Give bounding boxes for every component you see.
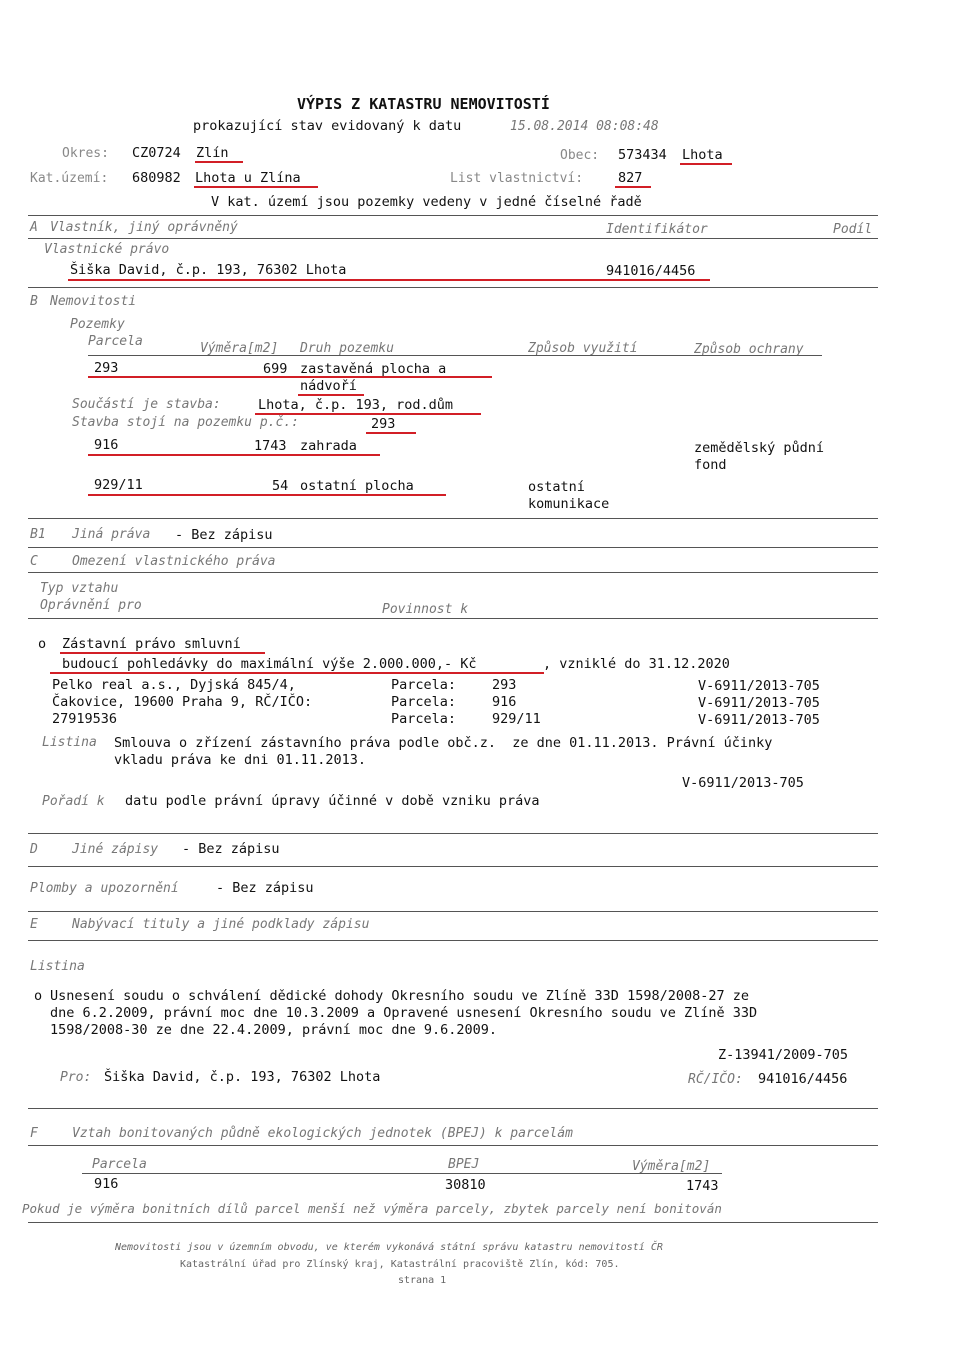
section-c-letter: C [30, 554, 38, 569]
row2-type: zahrada [300, 438, 357, 454]
subtitle: prokazující stav evidovaný k datu [193, 118, 462, 134]
col-protect: Způsob ochrany [694, 342, 804, 357]
list-value: 827 [618, 170, 643, 186]
parcel-label: Parcela: [391, 711, 457, 727]
stands-label: Stavba stojí na pozemku p.č.: [72, 415, 299, 430]
section-e-letter: E [30, 917, 38, 932]
e-listina-label: Listina [30, 959, 85, 974]
row3-parcel: 929/11 [94, 477, 143, 493]
lien-ref: V-6911/2013-705 [698, 678, 820, 694]
obec-label: Obec: [560, 148, 600, 163]
section-f-letter: F [30, 1126, 38, 1141]
order-note: V kat. území jsou pozemky vedeny v jedné číselné řadě [211, 194, 642, 210]
list-label: List vlastnictví: [450, 171, 584, 186]
plomby-value: - Bez zápisu [216, 880, 314, 896]
katuzemi-code: 680982 [132, 170, 181, 186]
pro-label: Pro: [60, 1070, 92, 1085]
row3-use: ostatní [528, 479, 585, 495]
rc-label: RČ/IČO: [688, 1072, 743, 1087]
okres-name: Zlín [196, 145, 229, 161]
lien-ref: V-6911/2013-705 [698, 712, 820, 728]
f-note: Pokud je výměra bonitních dílů parcel menší než výměra parcely, zbytek parcely není bonitován [22, 1201, 722, 1216]
lien-ref: V-6911/2013-705 [698, 695, 820, 711]
row2-parcel: 916 [94, 437, 119, 453]
e-text1: Usnesení soudu o schválení dědické dohody Okresního soudu ve Zlíně 33D 1598/2008-27 ze [50, 988, 749, 1004]
e-bullet: o [34, 988, 43, 1004]
row3-type: ostatní plocha [300, 478, 414, 494]
col-type: Druh pozemku [300, 341, 394, 356]
katuzemi-name: Lhota u Zlína [195, 170, 301, 186]
e-ref: Z-13941/2009-705 [718, 1047, 849, 1063]
part-value: Lhota, č.p. 193, rod.dům [258, 397, 454, 413]
extract-date: 15.08.2014 08:08:48 [510, 119, 659, 134]
row2-protect-cont: fond [694, 457, 727, 473]
share-label: Podíl [833, 222, 873, 237]
row3-area: 54 [272, 478, 289, 494]
f-parcel: 916 [94, 1176, 119, 1192]
page-title: VÝPIS Z KATASTRU NEMOVITOSTÍ [297, 95, 550, 113]
col-area: Výměra[m2] [200, 341, 279, 356]
part-label: Součástí je stavba: [72, 397, 221, 412]
rc-value: 941016/4456 [758, 1071, 848, 1087]
f-bpej: 30810 [445, 1177, 486, 1193]
creditor-line2: Čakovice, 19600 Praha 9, RČ/IČO: [52, 694, 313, 710]
f-col-area: Výměra[m2] [632, 1159, 711, 1174]
parcel-label: Parcela: [391, 694, 457, 710]
lien-detail: budoucí pohledávky do maximální výše 2.000.000,- Kč [62, 656, 477, 672]
listina-ref: V-6911/2013-705 [682, 775, 804, 791]
lien-parcel: 929/11 [492, 711, 541, 727]
page-number: strana 1 [398, 1275, 447, 1286]
e-text3: 1598/2008-30 ze dne 22.4.2009, právní moc dne 9.6.2009. [50, 1022, 498, 1038]
section-a-letter: A [30, 220, 38, 235]
section-b-letter: B [30, 294, 38, 309]
obec-name: Lhota [682, 147, 723, 163]
plomby-title: Plomby a upozornění [30, 881, 179, 896]
lien-detail-rest: , vzniklé do 31.12.2020 [543, 656, 730, 672]
section-d-title: Jiné zápisy [72, 842, 159, 857]
poradi-text: datu podle právní úpravy účinné v době vzniku práva [125, 793, 540, 809]
lien-parcel: 916 [492, 694, 517, 710]
listina-text: Smlouva o zřízení zástavního práva podle obč.z. ze dne 01.11.2013. Právní účinky [114, 735, 773, 751]
row1-type: zastavěná plocha a [300, 361, 447, 377]
f-col-bpej: BPEJ [448, 1157, 480, 1172]
katuzemi-label: Kat.území: [30, 171, 109, 186]
footer-line1: Nemovitosti jsou v územním obvodu, ve kterém vykonává státní správu katastru nemovitostí ČR [115, 1242, 663, 1253]
okres-label: Okres: [62, 146, 109, 161]
stands-value: 293 [371, 416, 396, 432]
section-e-title: Nabývací tituly a jiné podklady zápisu [72, 917, 370, 932]
section-f-title: Vztah bonitovaných půdně ekologických jednotek (BPEJ) k parcelám [72, 1126, 573, 1141]
parcel-label: Parcela: [391, 677, 457, 693]
section-d-value: - Bez zápisu [182, 841, 280, 857]
land-subtitle: Pozemky [70, 317, 125, 332]
footer-line2: Katastrální úřad pro Zlínský kraj, Katastrální pracoviště Zlín, kód: 705. [180, 1259, 620, 1270]
col-parcel: Parcela [88, 334, 143, 349]
row2-area: 1743 [254, 438, 287, 454]
row2-protect: zemědělský půdní [694, 440, 825, 456]
owner-name: Šiška David, č.p. 193, 76302 Lhota [70, 262, 347, 278]
section-b1-value: - Bez zápisu [175, 527, 273, 543]
poradi-label: Pořadí k [42, 794, 105, 809]
lien-title: Zástavní právo smluvní [62, 636, 241, 652]
section-b1-letter: B1 [30, 527, 46, 542]
e-text2: dne 6.2.2009, právní moc dne 10.3.2009 a Opravené usnesení Okresního soudu ve Zlíně 33D [50, 1005, 758, 1021]
row1-parcel: 293 [94, 360, 119, 376]
row1-area: 699 [263, 361, 288, 377]
listina-label: Listina [42, 735, 97, 750]
identifier-label: Identifikátor [606, 222, 708, 237]
col-use: Způsob využití [528, 341, 638, 356]
section-b1-title: Jiná práva [72, 527, 151, 542]
col-relation: Typ vztahu [40, 581, 119, 596]
owner-id: 941016/4456 [606, 263, 696, 279]
ownership-subtitle: Vlastnické právo [44, 242, 170, 257]
f-area: 1743 [686, 1178, 719, 1194]
lien-parcel: 293 [492, 677, 517, 693]
row1-type-cont: nádvoří [300, 378, 357, 394]
section-b-title: Nemovitosti [50, 294, 137, 309]
row3-use-cont: komunikace [528, 496, 610, 512]
f-col-parcel: Parcela [92, 1157, 147, 1172]
creditor-line3: 27919536 [52, 711, 118, 727]
section-c-title: Omezení vlastnického práva [72, 554, 276, 569]
section-d-letter: D [30, 842, 38, 857]
col-duty: Povinnost k [382, 602, 469, 617]
creditor-line1: Pelko real a.s., Dyjská 845/4, [52, 677, 296, 693]
col-entitled: Oprávnění pro [40, 598, 142, 613]
section-a-title: Vlastník, jiný oprávněný [50, 220, 238, 235]
listina-text-cont: vkladu práva ke dni 01.11.2013. [114, 752, 366, 768]
okres-code: CZ0724 [132, 145, 181, 161]
bullet: o [38, 636, 47, 652]
pro-value: Šiška David, č.p. 193, 76302 Lhota [104, 1069, 381, 1085]
obec-code: 573434 [618, 147, 667, 163]
